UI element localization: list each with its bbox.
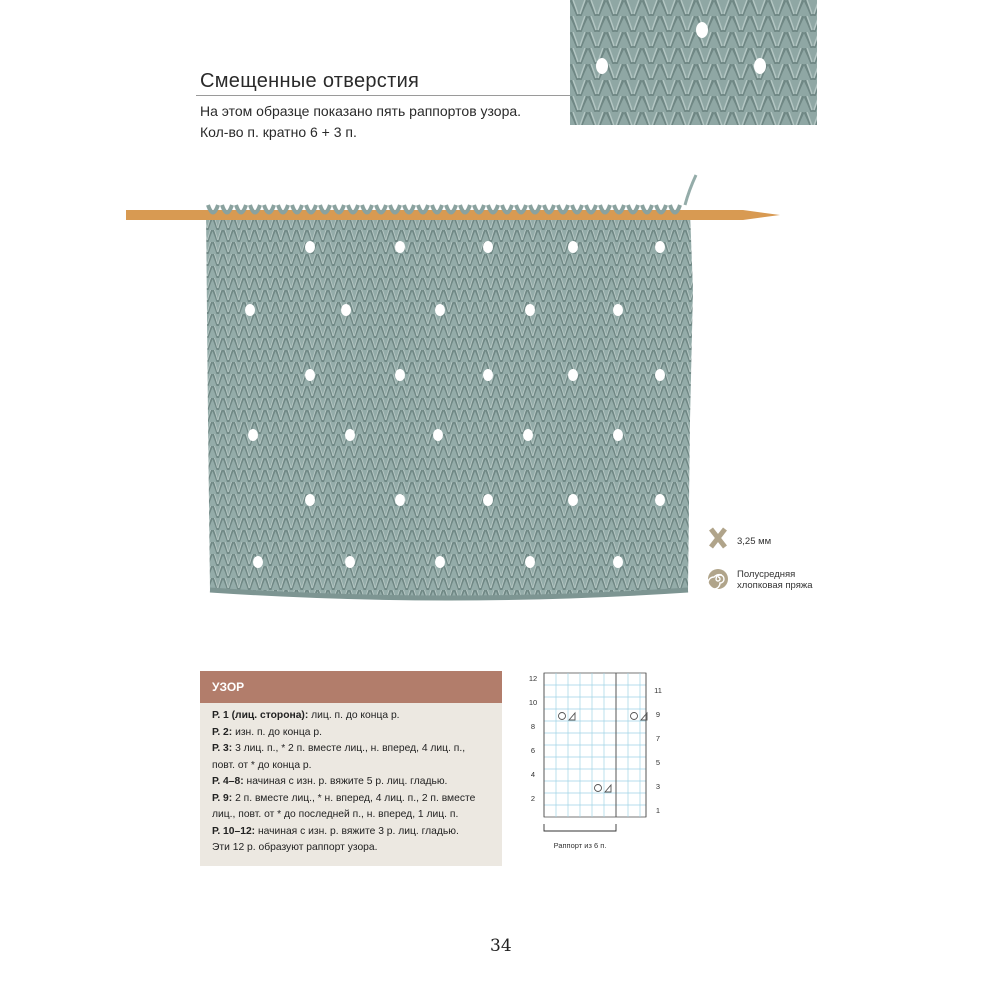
row-label: Р. 9: xyxy=(212,792,233,804)
needles-icon xyxy=(707,527,729,549)
row-number-left: 2 xyxy=(530,794,536,803)
chart-grid xyxy=(544,673,646,817)
intro-text xyxy=(200,101,521,143)
pattern-row xyxy=(212,774,500,791)
pattern-rows xyxy=(212,708,500,857)
pattern-row xyxy=(212,758,500,775)
pattern-heading-bar xyxy=(200,671,502,703)
row-text: начиная с изн. р. вяжите 5 р. лиц. гладью. xyxy=(243,776,448,787)
row-number-right: 9 xyxy=(655,710,661,719)
row-text: 3 лиц. п., * 2 п. вместе лиц., н. вперед, 4 лиц. п., xyxy=(232,743,466,754)
title-divider xyxy=(196,95,570,96)
row-number-right: 11 xyxy=(654,686,662,695)
pattern-row xyxy=(212,824,500,841)
row-text: лиц. п. до конца р. xyxy=(308,710,400,721)
pattern-row xyxy=(212,807,500,824)
row-text: начиная с изн. р. вяжите 3 р. лиц. гладью. xyxy=(255,825,459,837)
needle-size-label: 3,25 мм xyxy=(737,536,772,547)
pattern-row xyxy=(212,741,500,758)
page-title: Смещенные отверстия xyxy=(200,70,420,92)
pattern-heading: УЗОР xyxy=(212,680,245,694)
row-number-left: 12 xyxy=(528,674,538,683)
row-label: Р. 1 (лиц. сторона): xyxy=(212,710,309,721)
repeat-bracket xyxy=(544,824,616,831)
yarn-type-line-1: Полусредняя xyxy=(737,569,796,580)
pattern-row xyxy=(212,725,500,742)
row-text: повт. от * до конца р. xyxy=(212,759,312,771)
pattern-row xyxy=(212,708,500,725)
repeat-caption: Раппорт из 6 п. xyxy=(553,841,607,850)
row-label: Р. 3: xyxy=(212,743,233,754)
row-number-left: 8 xyxy=(530,722,536,731)
row-label: Р. 2: xyxy=(212,726,233,738)
row-number-right: 3 xyxy=(655,782,661,791)
row-label: Р. 4–8: xyxy=(212,776,244,787)
yarn-type-label xyxy=(737,569,813,591)
yarn-type-line-2: хлопковая пряжа xyxy=(737,580,813,591)
pattern-row xyxy=(212,791,500,808)
row-number-right: 1 xyxy=(655,806,661,815)
row-text: лиц., повт. от * до последней п., н. вперед, 1 лиц. п. xyxy=(212,809,459,820)
row-text: изн. п. до конца р. xyxy=(232,726,322,738)
row-text: 2 п. вместе лиц., * н. вперед, 4 лиц. п., 2 п. вместе xyxy=(232,792,476,804)
row-label: Р. 10–12: xyxy=(212,825,256,837)
yarn-ball-icon xyxy=(707,568,729,590)
row-number-left: 6 xyxy=(530,746,536,755)
row-number-right: 5 xyxy=(655,758,661,767)
swatch-closeup-photo xyxy=(570,0,817,125)
page-number: 34 xyxy=(490,936,512,956)
intro-line-2: Кол-во п. кратно 6 + 3 п. xyxy=(200,124,357,140)
pattern-instructions-box xyxy=(200,671,502,866)
row-number-right: 7 xyxy=(655,734,661,743)
stitch-chart xyxy=(518,668,673,858)
row-text: Эти 12 р. образуют раппорт узора. xyxy=(212,842,378,853)
row-number-left: 4 xyxy=(530,770,536,779)
knitted-swatch-photo xyxy=(118,170,790,615)
pattern-row xyxy=(212,840,500,857)
row-number-left: 10 xyxy=(528,698,538,707)
swatch-fabric xyxy=(206,212,693,598)
yarn-tail xyxy=(685,175,696,205)
intro-line-1: На этом образце показано пять раппортов узора. xyxy=(200,103,522,119)
